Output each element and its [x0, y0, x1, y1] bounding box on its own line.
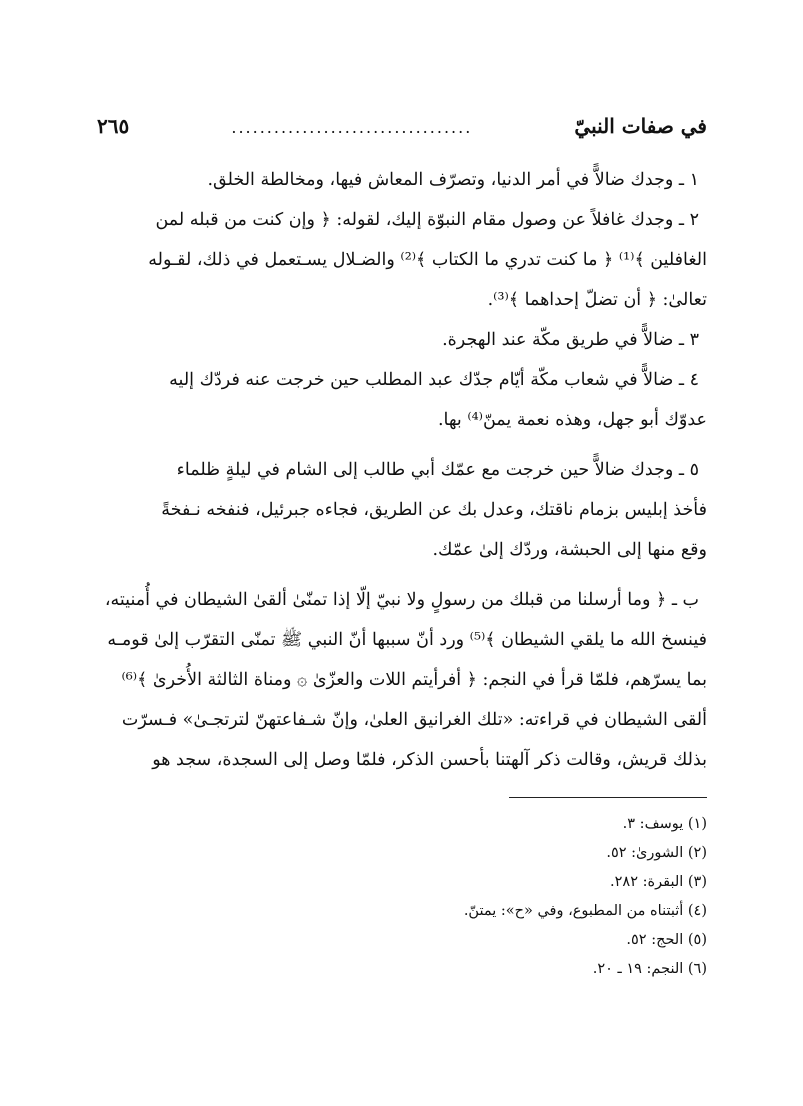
footnote: (٤) أثبتناه من المطبوع، وفي «ح»: يمتنّ.	[463, 903, 707, 919]
header-leader-dots: ..................................	[231, 118, 473, 137]
text-line: وقع منها إلى الحبشة، وردّك إلىٰ عمّك.	[432, 540, 707, 560]
main-text	[95, 160, 707, 780]
text-line: الغافلين ﴾⁽¹⁾ ﴿ ما كنت تدري ما الكتاب ﴾⁽²⁾ والضـلال يسـتعمل في ذلك، لقـوله	[148, 250, 707, 270]
page-number: ٢٦٥	[97, 114, 130, 138]
text-line: ٤ ـ ضالاًّ في شعاب مكّة أيّام جدّك عبد المطلب حين خرجت عنه فردّك إليه	[169, 370, 699, 390]
text-line: تعالىٰ: ﴿ أن تضلّ إحداهما ﴾⁽³⁾.	[487, 290, 707, 310]
text-line: بما يسرّهم، فلمّا قرأ في النجم: ﴿ أفرأيتم اللات والعزّىٰ ۞ ومناة الثالثة الأُخرىٰ ﴾⁽⁶⁾	[121, 670, 707, 690]
text-line: ب ـ ﴿ وما أرسلنا من قبلك من رسولٍ ولا نبيّ إلّا إذا تمنّىٰ ألقىٰ الشيطان في أُمنيته،	[104, 590, 699, 610]
text-line: فأخذ إبليس بزمام ناقتك، وعدل بك عن الطريق، فجاءه جبرئيل، فنفخه نـفخةً	[161, 500, 707, 520]
running-header	[97, 114, 707, 148]
footnote: (٦) النجم: ١٩ ـ ٢٠.	[592, 961, 707, 977]
text-line: ٥ ـ وجدك ضالاًّ حين خرجت مع عمّك أبي طالب إلى الشام في ليلةٍ ظلماء	[176, 460, 699, 480]
text-line: عدوّك أبو جهل، وهذه نعمة يمنّ⁽⁴⁾ بها.	[437, 410, 707, 430]
text-line: ألقى الشيطان في قراءته: «تلك الغرانيق العلىٰ، وإنّ شـفاعتهنّ لترتجـىٰ» فـسرّت	[121, 710, 707, 730]
footnote: (٥) الحج: ٥٢.	[626, 932, 707, 948]
footnote: (٣) البقرة: ٢٨٢.	[610, 874, 707, 890]
chapter-title: في صفات النبيّ	[574, 114, 707, 138]
text-line: ١ ـ وجدك ضالاًّ في أمر الدنيا، وتصرّف المعاش فيها، ومخالطة الخلق.	[207, 170, 699, 190]
footnote: (٢) الشورىٰ: ٥٢.	[606, 845, 707, 861]
text-line: بذلك قريش، وقالت ذكر آلهتنا بأحسن الذكر، فلمّا وصل إلى السجدة، سجد هو	[152, 750, 707, 770]
footnote-separator	[509, 797, 707, 798]
footnote: (١) يوسف: ٣.	[622, 816, 707, 832]
text-line: فينسخ الله ما يلقي الشيطان ﴾⁽⁵⁾ ورد أنّ سببها أنّ النبي ﷺ تمنّى التقرّب إلىٰ قومـه	[107, 630, 707, 650]
text-line: ٢ ـ وجدك غافلاً عن وصول مقام النبوّة إليك، لقوله: ﴿ وإن كنت من قبله لمن	[155, 210, 699, 230]
footnotes	[307, 810, 707, 984]
text-line: ٣ ـ ضالاًّ في طريق مكّة عند الهجرة.	[442, 330, 699, 350]
